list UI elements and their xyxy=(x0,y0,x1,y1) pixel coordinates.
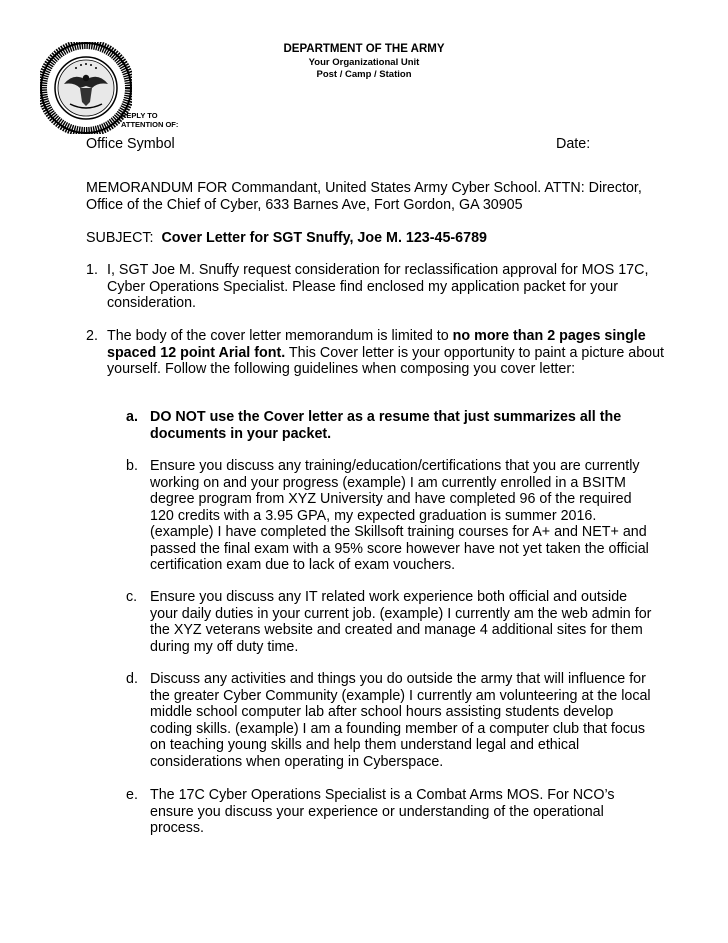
guideline-d xyxy=(126,671,656,770)
guideline-b xyxy=(126,458,656,574)
guideline-letter: e. xyxy=(126,787,138,803)
paragraph-text-bold: no more than 2 pages single spaced 12 point Arial font. xyxy=(107,328,646,361)
guideline-letter: c. xyxy=(126,589,138,605)
office-symbol: Office Symbol xyxy=(86,136,175,152)
paragraph-text xyxy=(107,328,666,378)
reply-to-label xyxy=(121,111,178,129)
paragraph-text-post: This Cover letter is your opportunity to paint a picture about yourself. Follow the following guidelines when composing you cover letter: xyxy=(107,344,665,377)
attention-of-line: ATTENTION OF: xyxy=(121,120,179,129)
guideline-text: Ensure you discuss any IT related work experience both official and outside your daily duties in your current job. (example) I currently am the web admin for the XYZ veterans website and created and manage 4 additional sites for them during my off duty time. xyxy=(150,589,652,655)
guideline-letter: b. xyxy=(126,458,138,474)
paragraph-number: 1. xyxy=(86,262,98,278)
guideline-a xyxy=(126,409,656,442)
guideline-c xyxy=(126,589,656,655)
subject-label: SUBJECT: xyxy=(86,230,154,246)
memorandum-for: MEMORANDUM FOR Commandant, United States Army Cyber School. ATTN: Director, Office of the Chief of Cyber, 633 Barnes Ave, Fort Gordon, GA 30905 xyxy=(86,180,642,213)
guideline-text: DO NOT use the Cover letter as a resume that just summarizes all the documents in your packet. xyxy=(150,409,622,442)
guideline-letter: a. xyxy=(126,409,138,425)
subject-text: Cover Letter for SGT Snuffy, Joe M. 123-45-6789 xyxy=(161,230,487,246)
guideline-text: Discuss any activities and things you do outside the army that will influence for the greater Cyber Community (example) I currently am volunteering at the local middle school computer lab after school hours assisting students develop coding skills. (example) I am a founding member of a computer club that focus on teaching young skills and help them understand legal and ethical considerations when operating in Cyberspace. xyxy=(150,671,651,770)
paragraph-1 xyxy=(86,262,666,312)
paragraph-text-pre: The body of the cover letter memorandum is limited to xyxy=(107,328,453,344)
guideline-letter: d. xyxy=(126,671,138,687)
organizational-unit: Your Organizational Unit xyxy=(308,57,420,68)
post-camp-station: Post / Camp / Station xyxy=(316,69,412,80)
dod-seal-logo xyxy=(40,42,132,134)
department-title: DEPARTMENT OF THE ARMY xyxy=(283,43,445,55)
guideline-text: The 17C Cyber Operations Specialist is a Combat Arms MOS. For NCO’s ensure you discuss your experience or understanding of the operational process. xyxy=(150,787,615,836)
date-label: Date: xyxy=(556,136,591,152)
guideline-e xyxy=(126,787,656,837)
paragraph-2 xyxy=(86,328,666,378)
paragraph-number: 2. xyxy=(86,328,98,344)
subject-line xyxy=(86,230,487,247)
guideline-text: Ensure you discuss any training/education/certifications that you are currently working on and your progress (example) I am currently enrolled in a BSITM degree program from XYZ University and have completed 96 of the required 120 credits with a 3.95 GPA, my expected graduation is summer 2016. (example) I have completed the Skillsoft training courses for A+ and NET+ and passed the final exam with a 95% score however have not yet taken the official certification exam due to lack of exam vouchers. xyxy=(150,458,649,573)
reply-to-line: REPLY TO xyxy=(121,111,158,120)
paragraph-text: I, SGT Joe M. Snuffy request consideration for reclassification approval for MOS 17C, Cyber Operations Specialist. Please find enclosed my application packet for your consideration. xyxy=(107,262,649,311)
